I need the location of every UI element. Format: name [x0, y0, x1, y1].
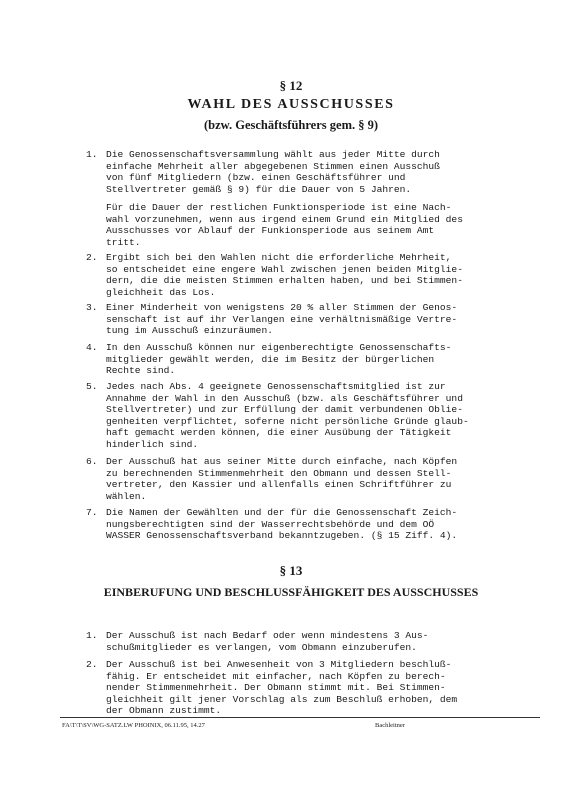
footer-file-path: FA\T\T\SV\WG-SATZ.LW PHOINIX, 06.11.95, 14.27 [62, 722, 205, 729]
item-number: 2. [86, 252, 98, 263]
item-number: 1. [86, 630, 98, 641]
item-number: 5. [86, 381, 98, 392]
section-12-item-5 [86, 381, 546, 451]
footer-divider [60, 717, 540, 718]
section-12-item-1-continuation: Für die Dauer der restlichen Funktionsperiode ist eine Nach- wahl vorzunehmen, wenn aus irgend einem Grund ein Mitglied des Ausschusses vor Ablauf der Funkionsperiode aus seinem Amt tritt. [106, 202, 463, 248]
footer-author: Bachleitner [375, 722, 405, 729]
item-text: Ergibt sich bei den Wahlen nicht die erforderliche Mehrheit, so entscheidet eine engere Wahl zwischen jenen beiden Mitglie- dern, die die meisten Stimmen erhalten haben, und bei Stimmen- gleichheit das Los. [106, 252, 463, 298]
item-text: Der Ausschuß ist nach Bedarf oder wenn mindestens 3 Aus- schußmitglieder es verlangen, vom Obmann einzuberufen. [106, 630, 429, 653]
item-number: 4. [86, 342, 98, 353]
item-text: Jedes nach Abs. 4 geeignete Genossenschaftsmitglied ist zur Annahme der Wahl in den Ausschuß (bzw. als Geschäftsführer und Stellvertreter) und zur Erfüllung der damit verbundenen Oblie- genheiten verpflichtet, soferne nicht persönliche Gründe glaub- haft gemacht werden können, die einer Ausübung der Tätigkeit hinderlich sind. [106, 381, 469, 450]
section-12-subtitle: (bzw. Geschäftsführers gem. § 9) [203, 118, 379, 132]
item-number: 7. [86, 507, 98, 518]
section-13-number: § 13 [279, 563, 303, 578]
section-13-item-2 [86, 659, 546, 717]
section-12-title: WAHL DES AUSSCHUSSES [187, 97, 395, 112]
item-text: In den Ausschuß können nur eigenberechtigte Genossenschafts- mitglieder gewählt werden, die im Besitz der bürgerlichen Rechte sind. [106, 342, 452, 377]
section-12-item-2 [86, 252, 546, 298]
item-number: 1. [86, 149, 98, 160]
section-12-item-3 [86, 302, 546, 337]
section-12-number: § 12 [279, 78, 303, 93]
section-12-item-6 [86, 456, 546, 502]
item-text: Die Namen der Gewählten und der für die Genossenschaft Zeich- nungsberechtigten sind der Wasserrechtsbehörde und dem OÖ WASSER Genossenschaftsverband bekanntzugeben. (§ 15 Ziff. 4). [106, 507, 458, 542]
item-text: Der Ausschuß hat aus seiner Mitte durch einfache, nach Köpfen zu berechnenden Stimmenmehrheit den Obmann und dessen Stell- vertreter, den Kassier und allenfalls einen Schriftführer zu wählen. [106, 456, 458, 502]
item-text: Die Genossenschaftsversammlung wählt aus jeder Mitte durch einfache Mehrheit aller abgegebenen Stimmen einen Ausschuß von fünf Mitgliedern (bzw. einen Geschäftsführer und Stellvertreter gemäß § 9) für die Dauer von 5 Jahren. [106, 149, 440, 195]
item-number: 3. [86, 302, 98, 313]
item-number: 6. [86, 456, 98, 467]
section-12-item-4 [86, 342, 546, 377]
item-number: 2. [86, 659, 98, 670]
section-12-item-1 [86, 149, 546, 195]
item-text: Einer Minderheit von wenigstens 20 % aller Stimmen der Genos- senschaft ist auf ihr Verlangen eine verhältnismäßige Vertre- tung im Ausschuß einzuräumen. [106, 302, 458, 337]
item-text: Der Ausschuß ist bei Anwesenheit von 3 Mitgliedern beschluß- fähig. Er entscheidet mit einfacher, nach Köpfen zu berech- nender Stimmenmehrheit. Der Obmann stimmt mit. Bei Stimmen- gleichheit gilt jener Vorschlag als zum Beschluß erhoben, dem der Obmann zustimmt. [106, 659, 458, 717]
section-12-item-7 [86, 507, 546, 542]
section-13-item-1 [86, 630, 546, 653]
section-13-title: EINBERUFUNG UND BESCHLUSSFÄHIGKEIT DES AUSSCHUSSES [103, 585, 479, 599]
